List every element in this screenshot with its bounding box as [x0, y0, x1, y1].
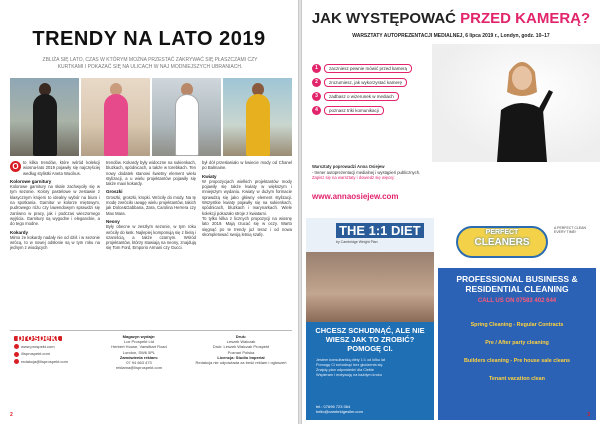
section-text: W propozycjach wielkich projektantów mody pojawiły się także kwiaty w większym i mniejszym wydaniu. Kwiaty w dużym formacie sprawdzą się jako główny element stylizacji. Wszystkie kwiaty pojawiły się na sukienkach, spódnicach, bluzkach i marynarkach. Wiele kolekcji pokazało stroje z kwiatami. — [202, 178, 292, 216]
contact-web[interactable]: www.prospekt.com — [14, 344, 84, 349]
left-page — [0, 0, 298, 424]
benefit-item: 1 zaczniesz pewnie mówić przed kamerą — [312, 64, 452, 73]
benefit-item: 3 zadbasz o wizerunek w mediach — [312, 92, 452, 101]
page-number-left: 2 — [10, 412, 13, 418]
section-text: trendów. Kokardy były widoczne na sukienkach, bluzkach, spódnicach, a także w torebkach. Ten nowy dodatek stanowi świetny element wielu stylizacji, a u wielu projektantów pojawiły się także maxi kokardy. — [106, 160, 196, 187]
camera-workshop-ad — [302, 0, 600, 216]
contact-email[interactable]: redakcja@lisprospekt.com — [14, 359, 84, 364]
diet-ad — [306, 218, 434, 420]
section-heading: Neony — [106, 218, 120, 224]
article-intro: to kilka trendów, które wśród kolekcji wiosna-lato 2019 pojawiły się najczęściej według stylistki Aneta Wucikus. — [23, 160, 100, 176]
photo-strip — [10, 78, 292, 156]
section-text: Były obecne w zeszłym sezonie, w tym roku wróciły do łask. Najlepiej komponują się z bielą i szarością, a także czarnym. Wśród projektantów, którzy stawiają na neony, znajdują się Tom Ford, Emporio Armani czy Gucci. — [106, 224, 196, 251]
right-page — [302, 0, 600, 424]
perfect-cleaners-logo: PERFECT CLEANERS — [456, 226, 548, 258]
contact-facebook[interactable]: /lisprospekt.com — [14, 351, 84, 356]
masthead-footer — [10, 330, 292, 416]
cleaners-service: Builders cleaning - Pre house sale cleans — [463, 358, 571, 364]
masthead-print: Druk: Leszek Walczak Druk: Leszek Walczak Prospekt Poznań Polska Licencja: Studio Imperial Redakcja nie odpowiada za treść reklam i ogłoszeń — [195, 334, 287, 366]
presenter-figure — [487, 52, 557, 162]
section-heading: Kwiaty — [202, 173, 217, 179]
fashion-photo-1 — [10, 78, 79, 156]
article-body — [10, 160, 292, 330]
cleaners-service: Pre / After party cleaning — [485, 340, 549, 346]
section-text: Groszki, groszki, kropki. Wróciły do mody. Na tę modę zwróciło uwagę wielu projektantów, takich jak Dolce&Gabbana, Zara, Carolina Herrera czy Max Mara. — [106, 194, 196, 216]
benefit-item: 2 zrozumiesz, jak wykorzystać kamerę — [312, 78, 452, 87]
article-lead: ZBLIŻA SIĘ LATO, CZAS W KTÓRYM MOŻNA PRZESTAĆ ZAKRYWAĆ SIĘ PŁASZCZAMI CZY KURTKAMI I POKAZAĆ SIĘ NA ULICACH W NAJ MODNIEJSZYCH UBRANIACH. — [42, 57, 258, 70]
diet-photo — [306, 252, 434, 322]
dropcap: O — [10, 161, 21, 172]
cleaners-service: Spring Cleaning - Regular Contracts — [470, 322, 564, 328]
section-heading: Groszki — [106, 189, 123, 195]
fashion-photo-2 — [81, 78, 150, 156]
prospekt-logo: prospekt — [14, 336, 62, 341]
section-heading: Kolorowe garnitury — [10, 178, 52, 184]
section-text: Mimo że kokardy nadały nie od dziś i w sezonie wrócą, to w nowej odsłonie są w tym roku na jednym z wiodących — [10, 234, 100, 251]
article-title: TRENDY NA LATO 2019 — [32, 28, 266, 50]
cleaners-headline: PROFESSIONAL BUSINESS & RESIDENTIAL CLEANING — [456, 274, 578, 294]
section-heading: Kokardy — [10, 229, 29, 235]
section-text: Kolorowe garnitury na skale zachwyciły się w tym sezonie. Kolory pastelowe w zestawie z klasycznym krojem to idealny wybór na biuro i na spotkania. Garnitur w kolorze miętowym, pudrowego różu czy lawendowym sprawdzi się zarówno w pracy, jak i podczas wieczornego wyjścia. Garnitury są wygodne i eleganckie, a do tego modne. — [10, 184, 100, 227]
diet-contact[interactable]: tel.: 07696 723 064 hello@cambridgeslim.com — [316, 404, 363, 414]
mail-icon — [14, 359, 19, 364]
masthead-brand — [10, 331, 88, 416]
facebook-icon — [14, 352, 19, 357]
ad-info: Warsztaty poprowadzi Anna Osiejew - trener autoprezentacji medialnej i wystąpień publicznych. Zapisz się na warsztaty i dowiedz się więcej: — [312, 164, 421, 180]
ad-url-link[interactable]: www.annaosiejew.com — [312, 192, 399, 201]
fashion-photo-4 — [223, 78, 292, 156]
article-column-1 — [10, 160, 100, 330]
cleaners-phone[interactable]: CALL US ON 07583 402 644 — [477, 298, 557, 304]
benefit-item: 4 poznasz triki komunikacji — [312, 106, 452, 115]
benefits-list — [312, 64, 452, 120]
diet-logo: THE 1:1 DIET — [336, 223, 424, 238]
masthead-publisher: Magazyn wydaje: Lux Prospekt Ltd Herbert House, Vansittart Road London, SW6 5PL Zamówienia reklam: 07 94 663 473 reklama@lisprospekt.com — [111, 334, 167, 371]
ad-subheading: WARSZTATY AUTOPREZENTACJI MEDIALNEJ, 6 lipca 2019 r., Londyn, godz. 10–17 — [352, 33, 550, 39]
fashion-photo-3 — [152, 78, 221, 156]
cleaners-service: Tenant vacation clean — [489, 376, 545, 382]
ad-headline: JAK WYSTĘPOWAĆ PRZED KAMERĄ? — [311, 10, 591, 27]
article-column-2 — [106, 160, 196, 330]
article-column-3 — [202, 160, 292, 330]
section-text: był dół przesłaniało w kwiecie mody od Chanel po Balmaine. — [202, 160, 292, 171]
cleaners-tagline: A PERFECT CLEAN EVERY TIME! — [554, 226, 587, 235]
section-text: To tylko kilka z licznych propozycji na wiosnę lato 2019. Mają rzucać się w oczy. Warto sięgnąć po te trendy już teraz i od nowa skompletować swoją letnią szafę. — [202, 215, 292, 237]
page-number-right: 3 — [587, 412, 590, 418]
cleaners-ad — [438, 218, 596, 420]
diet-points: Jestem konsultantką diety 1:1 od kilku lat Pomogę Ci schudnąć bez głodzenia się Znajdę plan odpowiedni dla Ciebie Wspieram i motywuję na każdym kroku — [316, 358, 386, 377]
diet-headline: CHCESZ SCHUDNĄĆ, ALE NIE WIESZ JAK TO ZROBIĆ? POMOGĘ CI. — [315, 326, 425, 353]
globe-icon — [14, 344, 19, 349]
diet-banner: THE 1:1 DIET by Cambridge Weight Plan — [306, 218, 434, 252]
